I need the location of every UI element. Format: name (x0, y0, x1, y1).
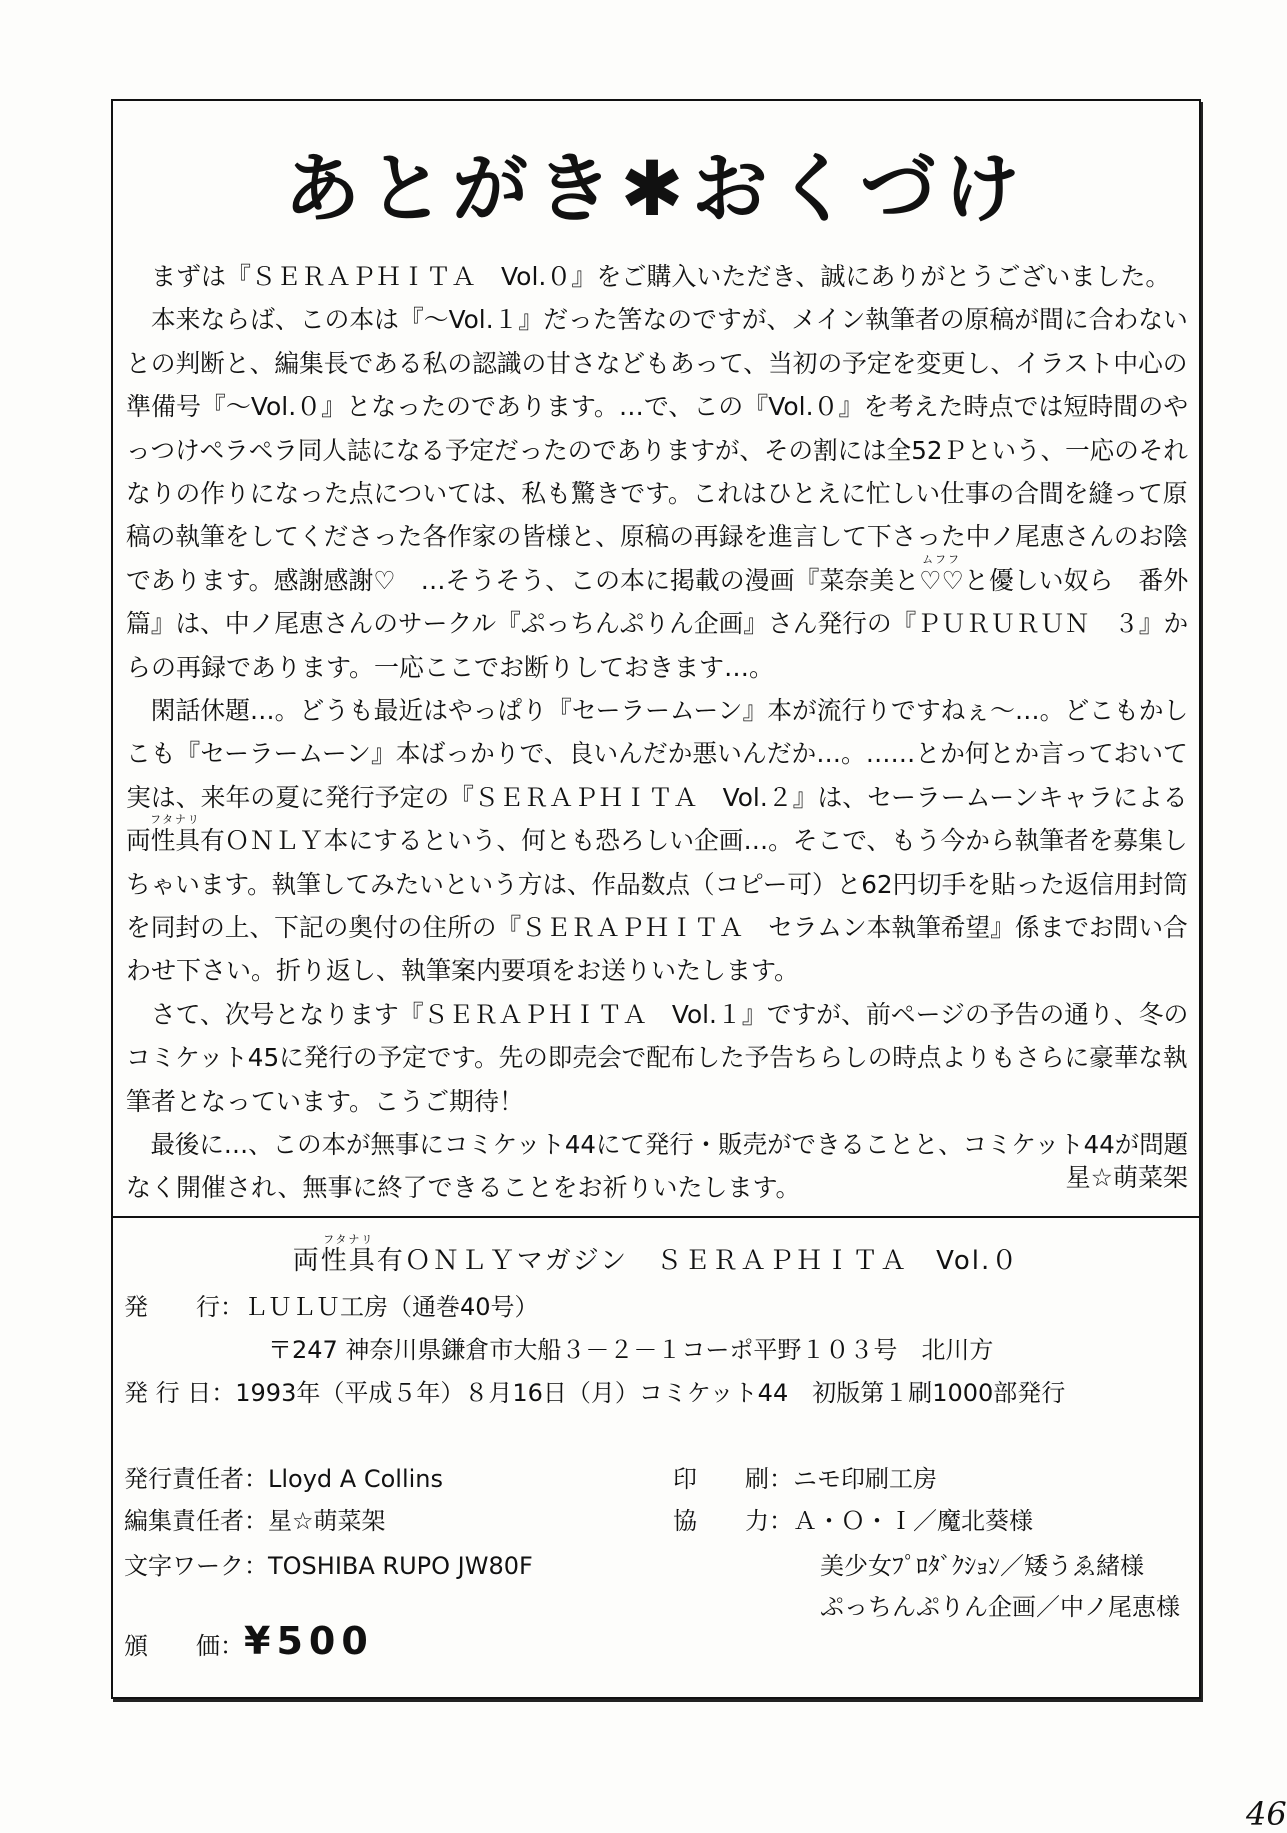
body-line: コミケット45に発行の予定です。先の即売会で配布した予告ちらしの時点よりもさらに豪華な執 (126, 1043, 1188, 1073)
responsible-label: 発行責任者： (124, 1465, 268, 1493)
body-line: 稿の執筆をしてくださった各作家の皆様と、原稿の再録を進言して下さった中ノ尾恵さんのお陰 (126, 522, 1189, 552)
colophon-title (111, 1233, 1201, 1276)
publisher-row (124, 1292, 539, 1322)
printer: ニモ印刷工房 (793, 1465, 937, 1493)
colophon-title-furigana-group (292, 1233, 405, 1276)
body-line: 本来ならば、この本は『～Vol.１』だった筈なのですが、メイン執筆者の原稿が間に合わない (126, 305, 1188, 335)
body-line: 実は、来年の夏に発行予定の『ＳＥＲＡＰＨＩＴＡ Vol.２』は、セーラームーンキャラによる (126, 782, 1188, 812)
body-line (126, 552, 1189, 596)
body-line: っつけペラペラ同人誌になる予定だったのでありますが、その割には全52Ｐという、一応のそれ (126, 435, 1188, 465)
price: ¥500 (244, 1619, 374, 1663)
body-line: 最後に…、この本が無事にコミケット44にて発行・販売ができることと、コミケット44が問題 (126, 1130, 1189, 1159)
furigana-reading: フタナリ (150, 813, 201, 827)
price-label: 頒 価： (124, 1632, 244, 1660)
body-line: なりの作りになった点については、私も驚きです。これはひとえに忙しい仕事の合間を縫って原 (126, 479, 1188, 508)
body-line (126, 813, 1188, 856)
body-line: こも『セーラームーン』本ばっかりで、良いんだか悪いんだか…。……とか何とか言っておいて (126, 739, 1188, 769)
cooperation-item: Ａ・Ｏ・Ｉ／魔北葵様 (793, 1507, 1033, 1535)
wordproc: TOSHIBA RUPO JW80F (268, 1552, 533, 1580)
body-line: さて、次号となります『ＳＥＲＡＰＨＩＴＡ Vol.１』ですが、前ページの予告の通り、冬の (126, 999, 1189, 1029)
signature: 星☆萌菜架 (1065, 1163, 1188, 1192)
responsible: Lloyd A Collins (268, 1465, 443, 1493)
printer-row (673, 1464, 937, 1494)
page-title: あとがき✱おくづけ (284, 144, 1028, 233)
body-line: 筆者となっています。こうご期待！ (126, 1086, 525, 1116)
colophon-title-rest: ＯＮＬＹマガジン ＳＥＲＡＰＨＩＴＡ Vol.０ (404, 1246, 1020, 1276)
colophon-title-base: 両性具有 (292, 1246, 405, 1276)
price-row (124, 1619, 374, 1663)
section-divider (111, 1216, 1201, 1218)
wordproc-row (124, 1551, 533, 1581)
furigana-base: ♡♡ (919, 565, 964, 595)
cooperation-item: ぷっちんぷりん企画／中ノ尾恵様 (820, 1593, 1180, 1621)
body-line: ちゃいます。執筆してみたいという方は、作品数点（コピー可）と62円切手を貼った返信用封筒 (126, 869, 1188, 899)
publisher: ＬＵＬＵ工房（通巻40号） (244, 1293, 539, 1321)
furigana-group (919, 552, 964, 595)
cooperation-label: 協 力： (673, 1507, 793, 1535)
body-line-text: であります。感謝感謝♡ …そうそう、この本に掲載の漫画『菜奈美と (126, 565, 920, 595)
body-line: 閑話休題…。どうも最近はやっぱり『セーラームーン』本が流行りですねぇ～…。どこもかし (126, 696, 1189, 725)
date-label: 発 行 日： (124, 1379, 236, 1407)
body-line: との判断と、編集長である私の認識の甘さなどもあって、当初の予定を変更し、イラスト中心の (126, 348, 1188, 378)
body-line: らの再録であります。一応ここでお断りしておきます…。 (126, 652, 775, 682)
cooperation-item: 美少女ﾌﾟﾛﾀﾞｸｼｮﾝ／矮うゑ緒様 (820, 1552, 1144, 1580)
publisher-label: 発 行： (124, 1293, 244, 1321)
body-line-text: ＯＮＬＹ本にするという、何とも恐ろしい企画…。そこで、もう今から執筆者を募集し (224, 826, 1188, 856)
editor-row (124, 1506, 386, 1536)
cooperation-row (673, 1506, 1033, 1536)
page-number: 46 (1246, 1795, 1287, 1833)
body-line: 篇』は、中ノ尾恵さんのサークル『ぷっちんぷりん企画』さん発行の『ＰＵＲＵＲＵＮ ３』か (126, 609, 1189, 639)
body-line: なく開催され、無事に終了できることをお祈りいたします。 (126, 1173, 801, 1203)
address: 〒247 神奈川県鎌倉市大船３－２－１コーポ平野１０３号 北川方 (268, 1336, 994, 1364)
wordproc-label: 文字ワーク： (124, 1552, 268, 1580)
body-line: を同封の上、下記の奥付の住所の『ＳＥＲＡＰＨＩＴＡ セラムン本執筆希望』係までお問い合 (126, 913, 1188, 942)
editor-label: 編集責任者： (124, 1507, 268, 1535)
printer-label: 印 刷： (673, 1465, 793, 1493)
date-row (124, 1378, 1065, 1408)
body-line: わせ下さい。折り返し、執筆案内要項をお送りいたします。 (126, 956, 800, 986)
colophon-title-ruby: フタナリ (323, 1233, 375, 1246)
furigana-reading: ムフフ (922, 552, 961, 566)
furigana-group (126, 813, 225, 856)
furigana-base: 両性具有 (126, 826, 225, 856)
responsible-row (124, 1464, 443, 1494)
body-line-text: と優しい奴ら 番外 (963, 565, 1189, 595)
body-line: まずは『ＳＥＲＡＰＨＩＴＡ Vol.０』をご購入いただき、誠にありがとうございました。 (126, 262, 1171, 291)
editor: 星☆萌菜架 (268, 1507, 386, 1535)
date: 1993年（平成５年）８月16日（月）コミケット44 初版第１刷1000部発行 (235, 1379, 1066, 1407)
body-line: 準備号『～Vol.０』となったのであります。…で、この『Vol.０』を考えた時点では短時間のや (126, 392, 1189, 422)
